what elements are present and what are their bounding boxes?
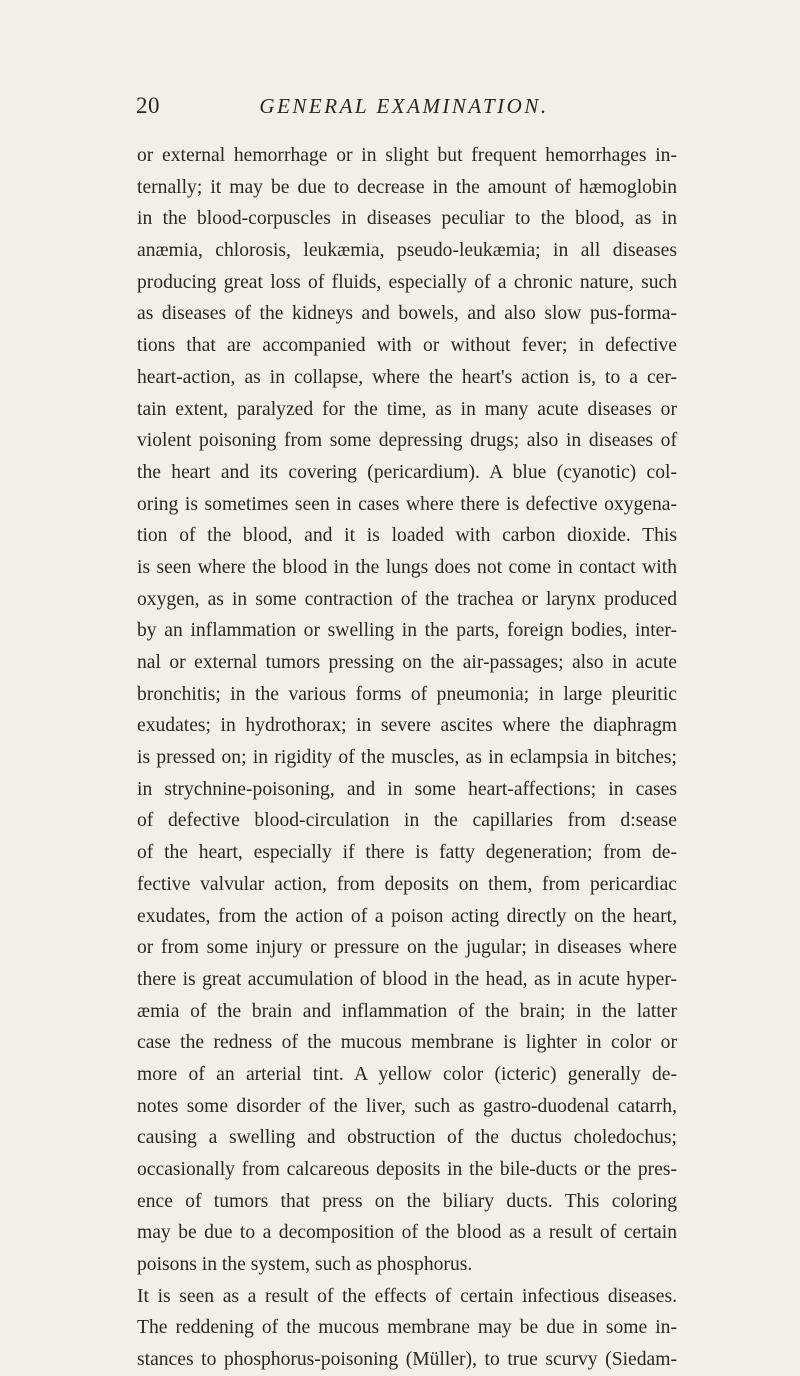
page-number: 20	[136, 93, 160, 118]
text-line: It is seen as a result of the effects of certain infectious diseases.	[137, 1285, 677, 1307]
text-line: as diseases of the kidneys and bowels, and also slow pus-forma-	[137, 303, 677, 325]
paragraph-2	[137, 1281, 677, 1376]
text-line: æmia of the brain and inflammation of the brain; in the latter	[137, 1000, 677, 1022]
text-line: producing great loss of fluids, especially of a chronic nature, such	[137, 271, 677, 293]
text-line: heart-action, as in collapse, where the heart's action is, to a cer-	[137, 366, 677, 388]
text-line: of defective blood-circulation in the capillaries from d:sease	[137, 810, 677, 832]
text-line: occasionally from calcareous deposits in the bile-ducts or the pres-	[137, 1159, 677, 1180]
paragraph-1	[137, 140, 677, 1281]
running-head: GENERAL EXAMINATION.	[259, 94, 549, 118]
text-line: tain extent, paralyzed for the time, as in many acute diseases or	[137, 398, 677, 420]
text-line: oring is sometimes seen in cases where there is defective oxygena-	[137, 493, 677, 515]
text-line: or from some injury or pressure on the jugular; in diseases where	[137, 937, 677, 959]
text-line: oxygen, as in some contraction of the trachea or larynx produced	[137, 588, 677, 610]
text-line: is pressed on; in rigidity of the muscles, as in eclampsia in bitches;	[137, 747, 677, 769]
text-line: exudates; in hydrothorax; in severe ascites where the diaphragm	[137, 715, 677, 737]
text-line: may be due to a decomposition of the blood as a result of certain	[137, 1222, 677, 1244]
text-line: bronchitis; in the various forms of pneumonia; in large pleuritic	[137, 683, 677, 705]
text-line: violent poisoning from some depressing drugs; also in diseases of	[137, 430, 677, 452]
text-line: more of an arterial tint. A yellow color (icteric) generally de-	[137, 1063, 677, 1085]
text-line: The reddening of the mucous membrane may be due in some in-	[137, 1317, 677, 1339]
text-line: exudates, from the action of a poison acting directly on the heart,	[137, 905, 677, 927]
text-line: there is great accumulation of blood in the head, as in acute hyper-	[137, 968, 677, 990]
text-line: anæmia, chlorosis, leukæmia, pseudo-leukæmia; in all diseases	[137, 240, 677, 262]
text-line: or external hemorrhage or in slight but frequent hemorrhages in-	[137, 145, 677, 166]
text-line: the heart and its covering (pericardium). A blue (cyanotic) col-	[137, 461, 677, 483]
text-line: tions that are accompanied with or without fever; in defective	[137, 335, 677, 357]
text-line: case the redness of the mucous membrane is lighter in color or	[137, 1032, 677, 1054]
text-line: ence of tumors that press on the biliary ducts. This coloring	[137, 1190, 677, 1212]
text-line: stances to phosphorus-poisoning (Müller), to true scurvy (Siedam-	[137, 1349, 677, 1371]
text-line: causing a swelling and obstruction of the ductus choledochus;	[137, 1127, 677, 1149]
body-text	[137, 140, 677, 1376]
text-line: ternally; it may be due to decrease in the amount of hæmoglobin	[137, 176, 677, 198]
text-line: poisons in the system, such as phosphorus.	[137, 1254, 473, 1276]
text-line: of the heart, especially if there is fatty degeneration; from de-	[137, 842, 677, 864]
page-header	[136, 93, 672, 121]
text-line: nal or external tumors pressing on the air-passages; also in acute	[137, 652, 677, 673]
text-line: is seen where the blood in the lungs does not come in contact with	[137, 556, 677, 578]
text-line: tion of the blood, and it is loaded with carbon dioxide. This	[137, 525, 677, 547]
text-line: in the blood-corpuscles in diseases peculiar to the blood, as in	[137, 208, 677, 230]
text-line: fective valvular action, from deposits on them, from pericardiac	[137, 873, 677, 895]
text-line: by an inflammation or swelling in the parts, foreign bodies, inter-	[137, 620, 677, 642]
text-line: in strychnine-poisoning, and in some heart-affections; in cases	[137, 778, 677, 800]
text-line: notes some disorder of the liver, such as gastro-duodenal catarrh,	[137, 1095, 677, 1117]
